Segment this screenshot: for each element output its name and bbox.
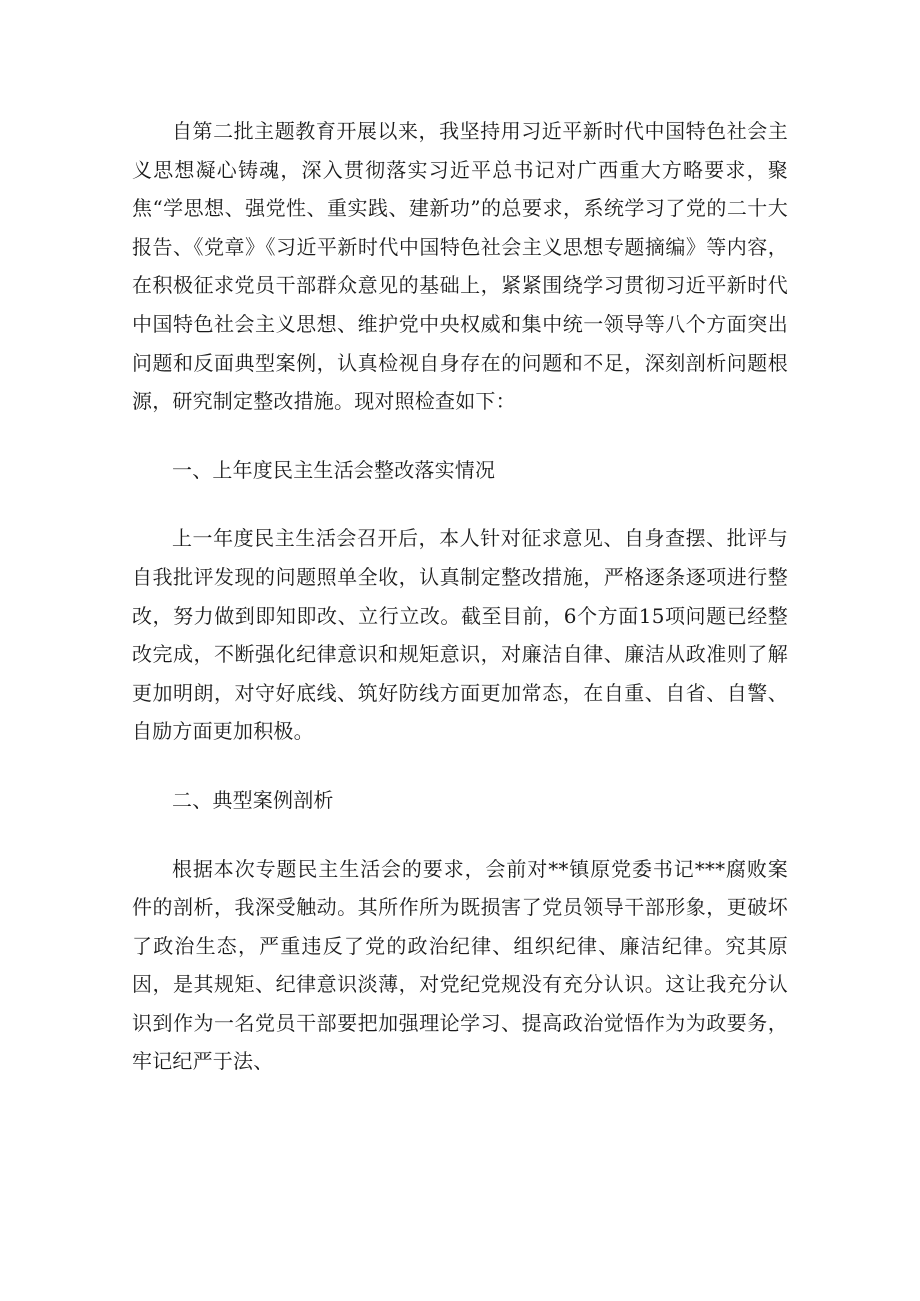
section-1-heading: 一、上年度民主生活会整改落实情况 bbox=[172, 457, 496, 482]
section-1-body: 上一年度民主生活会召开后，本人针对征求意见、自身查摆、批评与自我批评发现的问题照单全收，认真制定整改措施，严格逐条逐项进行整改，努力做到即知即改、立行立改。截至目前，6个方面15项问题已经整改完成，不断强化纪律意识和规矩意识，对廉洁自律、廉洁从政准则了解更加明朗，对守好底线、筑好防线方面更加常态，在自重、自省、自警、自励方面更加积极。 bbox=[132, 526, 788, 744]
section-2-body: 根据本次专题民主生活会的要求，会前对**镇原党委书记***腐败案件的剖析，我深受触动。其所作所为既损害了党员领导干部形象，更破坏了政治生态，严重违反了党的政治纪律、组织纪律、廉洁纪律。究其原因，是其规矩、纪律意识淡薄，对党纪党规没有充分认识。这让我充分认识到作为一名党员干部要把加强理论学习、提高政治觉悟作为为政要务，牢记纪严于法、 bbox=[132, 856, 788, 1074]
section-2-heading: 二、典型案例剖析 bbox=[172, 787, 334, 812]
intro-paragraph: 自第二批主题教育开展以来，我坚持用习近平新时代中国特色社会主义思想凝心铸魂，深入贯彻落实习近平总书记对广西重大方略要求，聚焦“学思想、强党性、重实践、建新功”的总要求，系统学习了党的二十大报告、《党章》《习近平新时代中国特色社会主义思想专题摘编》等内容，在积极征求党员干部群众意见的基础上，紧紧围绕学习贯彻习近平新时代中国特色社会主义思想、维护党中央权威和集中统一领导等八个方面突出问题和反面典型案例，认真检视自身存在的问题和不足，深刻剖析问题根源，研究制定整改措施。现对照检查如下： bbox=[132, 119, 788, 414]
